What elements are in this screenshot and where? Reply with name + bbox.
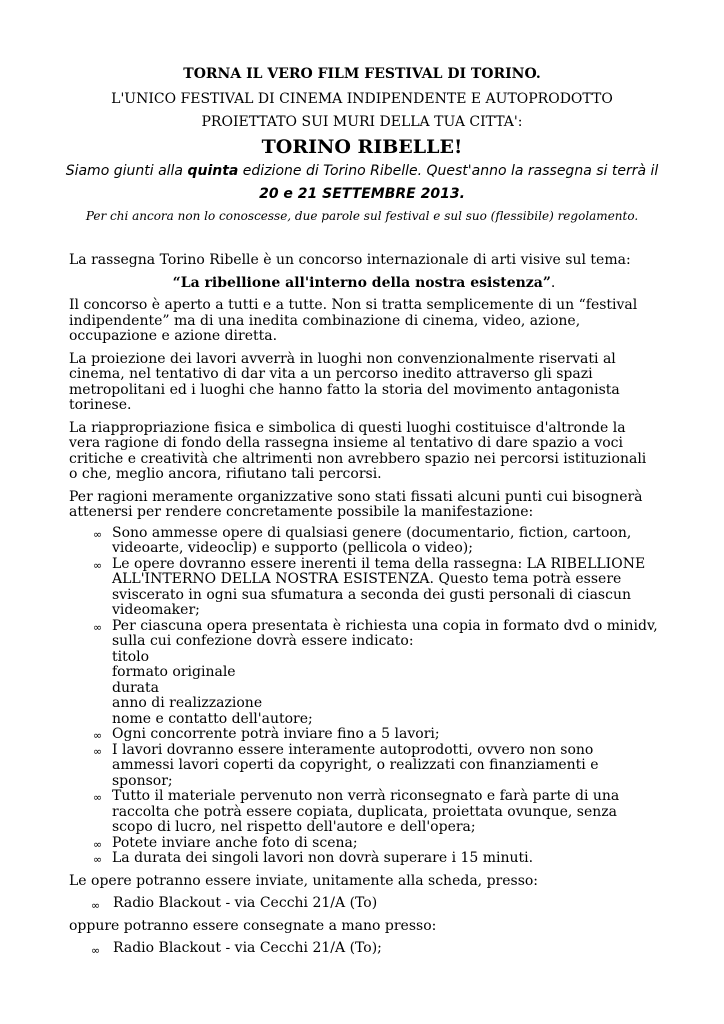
paragraph-invio: Le opere potranno essere inviate, unitamente alla scheda, presso: [69, 872, 539, 889]
list-item: ∞ Le opere dovranno essere inerenti il tema della rassegna: LA RIBELLIONE ALL'INTERNO DELLA NOSTRA ESISTENZA. Questo tema potrà essere sviscerato in ogni sua sfumatura a seconda dei gusti personali di ciascun videomaker; [93, 555, 646, 618]
theme-text: “La ribellione all'interno della nostra esistenza” [172, 274, 551, 291]
intro-after: edizione di Torino Ribelle. Quest'anno la rassegna si terrà il [238, 163, 659, 179]
bullet-infinity-icon: ∞ [93, 744, 103, 758]
list-item: ∞ Per ciascuna opera presentata è richiesta una copia in formato dvd o minidv, sulla cui confezione dovrà essere indicato: titolo formato originale durata anno di realizzazione nome e contatto dell'autore; [93, 617, 658, 727]
paragraph-riappropriazione: La riappropriazione fisica e simbolica di questi luoghi costituisce d'altronde la vera ragione di fondo della rassegna insieme al tentativo di dare spazio a voci critiche e creatività che altrimenti non avrebbero spazio nei percorsi istituzionali o che, meglio ancora, rifiutano tali percorsi. [69, 419, 647, 482]
paragraph-concorso: Il concorso è aperto a tutti e a tutte. Non si tratta semplicemente di un “festival indipendente” ma di una inedita combinazione di cinema, video, azione, occupazione e azione diretta. [69, 297, 638, 344]
theme-end: . [550, 274, 556, 291]
label-field: nome e contatto dell'autore; [112, 710, 313, 727]
header-subnote: Per chi ancora non lo conoscesse, due parole sul festival e sul suo (flessibile) regolamento. [85, 209, 639, 223]
body-text [69, 253, 659, 957]
label-field: durata [112, 679, 159, 696]
bullet-infinity-icon: ∞ [93, 729, 103, 742]
festival-dates: 20 e 21 SETTEMBRE 2013. [259, 186, 465, 202]
intro-line [40, 163, 684, 179]
label-field: titolo [112, 648, 150, 665]
header-line-2: L'UNICO FESTIVAL DI CINEMA INDIPENDENTE E AUTOPRODOTTO [111, 91, 613, 107]
address-text: Radio Blackout - via Cecchi 21/A (To) [113, 895, 378, 911]
festival-title: TORINO RIBELLE! [261, 136, 463, 158]
intro-before: Siamo giunti alla [65, 163, 188, 179]
bullet-infinity-icon: ∞ [93, 558, 103, 572]
bullet-infinity-icon: ∞ [93, 620, 103, 634]
paragraph-intro: La rassegna Torino Ribelle è un concorso internazionale di arti visive sul tema: [69, 252, 631, 268]
list-item: ∞ I lavori dovranno essere interamente autoprodotti, ovvero non sono ammessi lavori coperti da copyright, o realizzati con finanziamenti e sponsor; [93, 741, 599, 789]
address-item [69, 896, 659, 912]
bullet-infinity-icon: ∞ [93, 837, 103, 851]
header-line-3: PROIETTATO SUI MURI DELLA TUA CITTA': [201, 114, 523, 130]
bullet-infinity-icon: ∞ [93, 791, 103, 804]
list-item: ∞ Tutto il materiale pervenuto non verrà riconsegnato e farà parte di una raccolta che potrà essere copiata, duplicata, proiettata ovunque, senza scopo di lucro, nel rispetto dell'autore e dell'opera; [93, 788, 620, 835]
bullet-infinity-icon: ∞ [93, 853, 103, 866]
label-field: anno di realizzazione [112, 695, 263, 711]
theme-line [69, 276, 659, 292]
list-item: ∞ Potete inviare anche foto di scena; [93, 834, 358, 851]
header-line-1: TORNA IL VERO FILM FESTIVAL DI TORINO. [183, 66, 541, 82]
paragraph-regole: Per ragioni meramente organizzative sono stati fissati alcuni punti cui bisognerà attenersi per rendere concretamente possibile la manifestazione: [69, 488, 643, 520]
list-item: ∞ Sono ammesse opere di qualsiasi genere (documentario, fiction, cartoon, videoarte, videoclip) e supporto (pellicola o video); [93, 524, 632, 556]
bullet-infinity-icon: ∞ [91, 899, 101, 912]
label-field: formato originale [112, 664, 236, 680]
paragraph-proiezione: La proiezione dei lavori avverrà in luoghi non convenzionalmente riservati al cinema, nel tentativo di dar vita a un percorso inedito attraverso gli spazi metropolitani ed i luoghi che hanno fatto la storia del movimento antagonista torinese. [69, 350, 620, 413]
bullet-infinity-icon: ∞ [91, 944, 101, 957]
label-fields [112, 650, 659, 728]
address-text: Radio Blackout - via Cecchi 21/A (To); [113, 940, 382, 956]
paragraph-consegna: oppure potranno essere consegnate a mano presso: [69, 917, 437, 934]
intro-bold: quinta [187, 163, 239, 179]
address-item [69, 941, 659, 957]
list-item: ∞ La durata dei singoli lavori non dovrà superare i 15 minuti. [93, 850, 534, 866]
list-item: ∞ Ogni concorrente potrà inviare fino a 5 lavori; [93, 726, 440, 742]
bullet-infinity-icon: ∞ [93, 527, 103, 541]
rules-list [69, 526, 659, 867]
